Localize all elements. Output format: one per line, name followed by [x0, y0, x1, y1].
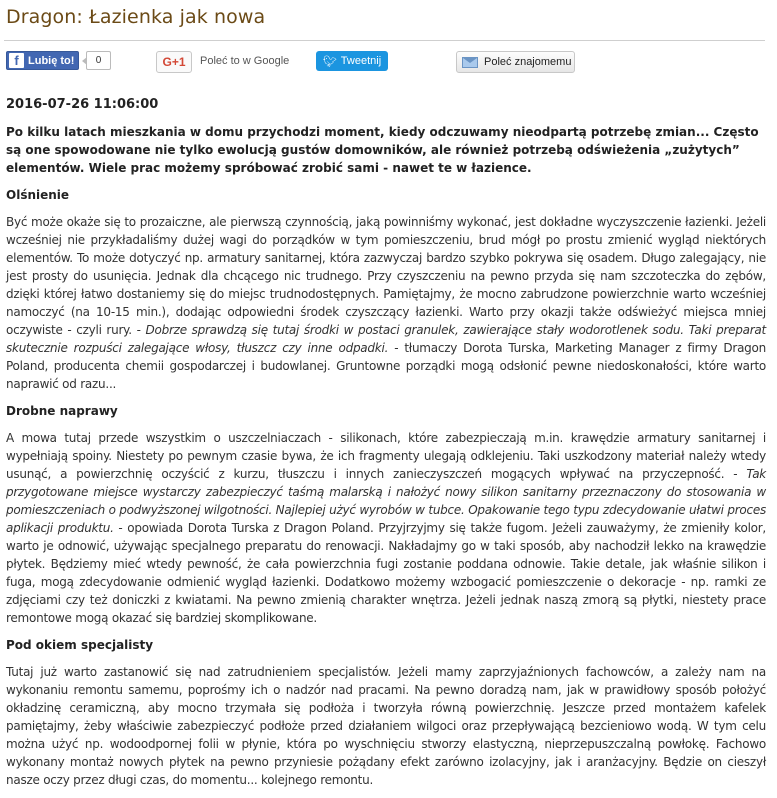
- article-lead: Po kilku latach mieszkania w domu przychodzi moment, kiedy odczuwamy nieodpartą potrzebę zmian... Często są one spowodowane nie tylko ewolucją gustów domowników, ale również potrzebą odświeżenia „zużytych” elementów. Wiele prac możemy spróbować zrobić sami - nawet te w łazience.: [6, 125, 759, 175]
- facebook-icon: f: [9, 53, 24, 68]
- title-divider: [4, 40, 765, 41]
- section-paragraph: [6, 663, 766, 789]
- paragraph-text: Być może okaże się to prozaiczne, ale pierwszą czynnością, jaką powinniśmy wykonać, jest dokładne wyczyszczenie łazienki. Jeżeli wcześniej nie przykładaliśmy dużej wagi do porządków w tym pomieszczeniu, brud mógł po prostu zmienić wygląd niektórych elementów. To może dotyczyć np. armatury sanitarnej, która zazwyczaj bardzo szybko pokrywa się osadem. Długo zalegający, nie jest prosty do usunięcia. Jednak dla chcącego nic trudnego. Przy czyszczeniu na pewno przyda się nam szczoteczka do zębów, dzięki której łatwo dostaniemy się do miejsc trudnodostępnych. Pamiętajmy, że mocno zabrudzone powierzchnie warto wcześniej namoczyć (na 10-15 min.), dodając odpowiedni środek czyszczący łazienki. Warto przy okazji także odświeżyć miejsca mniej oczywiste - czyli rury. -: [6, 215, 766, 337]
- quote-text: Dobrze sprawdzą się tutaj środki w postaci granulek, zawierające stały wodorotlenek sodu. Taki preparat skutecznie rozpuści zalegające włosy, tłuszcz czy inne odpadki.: [6, 323, 766, 355]
- article-body: [6, 96, 766, 798]
- paragraph-text: Tutaj już warto zastanowić się nad zatrudnieniem specjalistów. Jeżeli mamy zaprzyjaźnionych fachowców, a zależy nam na wykonaniu remontu samemu, poprośmy ich o nadzór nad pracami. Na pewno doradzą nam, jak w prawidłowy sposób położyć okładzinę ceramiczną, aby mocno trzymała się podłoża i tworzyła równą powierzchnię. Jeszcze przed montażem kafelek pamiętajmy, żeby właściwie zabezpieczyć podłoże przed działaniem wilgoci oraz przepływającą bezcieniowo wodą. W tym celu można użyć np. wodoodpornej folii w płynie, która po wyschnięciu stworzy elastyczną, nieprzepuszczalną powłokę. Fachowo wykonany montaż nowych płytek na pewno przyniesie pożądany efekt zarówno izolacyjny, jak i aranżacyjny. Będzie on cieszył nasze oczy przez długi czas, do momentu... kolejnego remontu.: [6, 665, 766, 787]
- envelope-icon: [462, 57, 478, 68]
- paragraph-text: - tłumaczy Dorota Turska, Marketing Manager z firmy Dragon Poland, producenta chemii gospodarczej i budowlanej. Gruntowne porządki mogą odsłonić pewne niedoskonałości, które warto naprawić od razu...: [6, 341, 766, 391]
- recommend-friend-label: Poleć znajomemu: [484, 56, 572, 68]
- paragraph-text: - opowiada Dorota Turska z Dragon Poland. Przyjrzyjmy się także fugom. Jeżeli zauważymy, że zmieniły kolor, warto je odnowić, używając specjalnego preparatu do renowacji. Nakładajmy go w taki sposób, aby nachodził lekko na krawędzie płytek. Będziemy mieć wtedy pewność, że cała powierzchnia fugi zostanie poddana odnowie. Takie detale, jak właśnie silikon i fuga, mogą zdecydowanie odmienić wygląd łazienki. Dodatkowo możemy wzbogacić pomieszczenie o dekoracje - np. ramki ze zdjęciami czy też doniczki z kwiatami. Na pewno zmienią charakter wnętrza. Jeżeli jednak naszą zmorą są płytki, niestety prace remontowe mogą okazać się bardziej skomplikowane.: [6, 521, 767, 625]
- section-paragraph: [6, 213, 766, 393]
- twitter-tweet-label: Tweetnij: [340, 55, 382, 67]
- facebook-like-count: 0: [86, 51, 111, 70]
- section-heading: Olśnienie: [6, 188, 70, 202]
- google-plus-button[interactable]: G+1: [156, 51, 192, 73]
- page-title: Dragon: Łazienka jak nowa: [6, 6, 266, 28]
- quote-text: Tak przygotowane miejsce wystarczy zabezpieczyć taśmą malarską i nałożyć nowy silikon sanitarny przeznaczony do stosowania w pomieszczeniach o podwyższonej wilgotności. Najlepiej użyć wyrobów w tubce. Opakowanie tego typu zdecydowanie ułatwi proces aplikacji produktu.: [6, 467, 766, 535]
- facebook-like-label: Lubię to!: [28, 54, 75, 67]
- recommend-friend-button[interactable]: [456, 51, 575, 73]
- google-plus-label: Poleć to w Google: [200, 55, 290, 67]
- section-paragraph: [6, 429, 766, 627]
- twitter-bird-icon: 🐦︎: [322, 55, 337, 68]
- article-date: 2016-07-26 11:06:00: [6, 97, 159, 112]
- section-heading: Pod okiem specjalisty: [6, 638, 154, 652]
- facebook-like-button[interactable]: [6, 51, 79, 70]
- section-heading: Drobne naprawy: [6, 404, 118, 418]
- paragraph-text: A mowa tutaj przede wszystkim o uszczelniaczach - silikonach, które zabezpieczają m.in. krawędzie armatury sanitarnej i wypełniają spoiny. Niestety po pewnym czasie bywa, że ich fragmenty ulegają odklejeniu. Taki uszkodzony materiał należy wtedy usunąć, a powierzchnię oczyścić z kurzu, tłuszczu i innych zanieczyszczeń mogących wpływać na przyczepność. -: [6, 431, 766, 481]
- share-bar: [0, 49, 777, 79]
- twitter-tweet-button[interactable]: [316, 51, 388, 71]
